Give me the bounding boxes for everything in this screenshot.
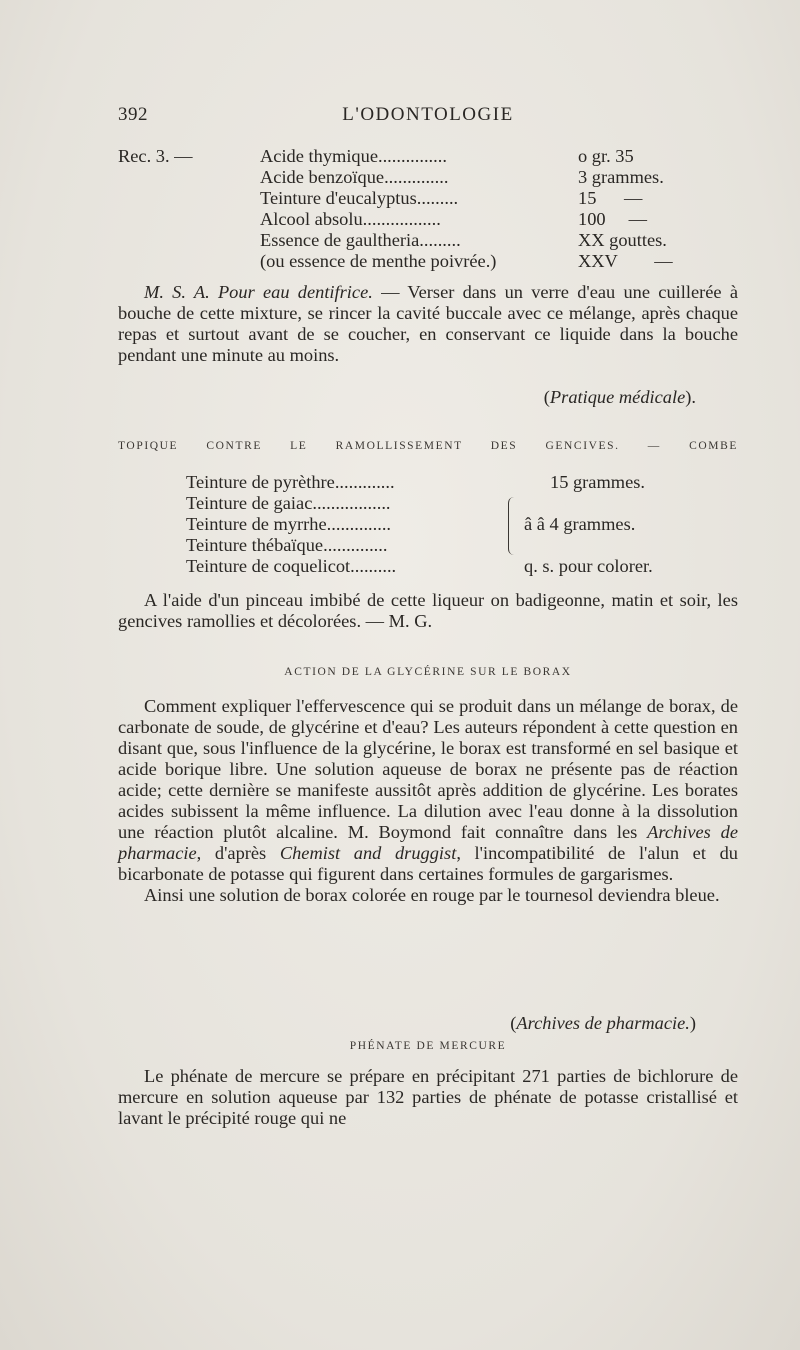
phenate-text: Le phénate de mercure se prépare en précipitant 271 parties de bichlorure de mercure en solution aqueuse par 132 parties de phénate de potasse cristallisé et lavant le précipité rouge qui ne (118, 1066, 738, 1128)
glycerine-text-b: , d'après (196, 843, 280, 863)
recipe-label: Rec. 3. — (118, 146, 193, 166)
quantity: 15 — (578, 188, 643, 208)
ingredient: Teinture de coquelicot.......... (186, 556, 397, 576)
quantity: â â 4 grammes. (524, 514, 636, 534)
msa-paragraph (118, 282, 738, 366)
recipe-3 (118, 146, 738, 272)
glycerine-source: (Archives de pharmacie.) (510, 1013, 696, 1033)
glycerine-text-a: Comment expliquer l'effervescence qui se produit dans un mélange de borax, de carbonate de soude, de glycérine et d'eau? Les auteurs répondent à cette question en disant que, sous l'influence de la glycérine, le borax est transformé en sel basique et acide borique libre. Une solution aqueuse de borax ne présente pas de réaction acide; cette dernière se manifeste aussitôt après addition de glycérine. Les borates acides subissent la même influence. La dilution avec l'eau donne à la dissolution une réaction plutôt alcaline. M. Boymond fait connaître dans les (118, 696, 738, 842)
brace (508, 497, 517, 555)
ingredient: Acide benzoïque.............. (260, 167, 449, 187)
running-head (118, 104, 738, 128)
recipe-row (186, 514, 706, 535)
recipe-row (186, 535, 706, 556)
ingredient: Teinture thébaïque.............. (186, 535, 388, 555)
glycerine-text-c: , l'incompatibilité de l'alun et du bicarbonate de potasse qui figurent dans certaines formules de gargarismes. (118, 843, 738, 884)
section-title-phenate: PHÉNATE DE MERCURE (349, 1040, 507, 1052)
running-title: L'ODONTOLOGIE (342, 104, 514, 125)
ingredient: Teinture d'eucalyptus......... (260, 188, 459, 208)
ingredient: Teinture de myrrhe.............. (186, 514, 392, 534)
glycerine-source-text: Archives de pharmacie. (516, 1013, 690, 1033)
ingredient: Teinture de gaiac................. (186, 493, 391, 513)
topique-paragraph (118, 590, 738, 632)
recipe-row (118, 230, 738, 251)
glycerine-paragraph (118, 696, 738, 906)
recipe-row (118, 167, 738, 188)
msa-text: — Verser dans un verre d'eau une cuillerée à bouche de cette mixture, se rincer la cavité buccale avec ce mélange, après chaque repas et surtout avant de se coucher, en conservant ce liquide dans la bouche pendant une minute au moins. (118, 282, 738, 365)
ingredient: (ou essence de menthe poivrée.) (260, 251, 497, 271)
msa-source-text: Pratique médicale (549, 387, 686, 407)
quantity: 15 grammes. (550, 472, 645, 492)
quantity: 100 — (578, 209, 647, 229)
recipe-row (186, 472, 706, 493)
section-title-topique: TOPIQUE CONTRE LE RAMOLLISSEMENT DES GENCIVES. — COMBE (118, 440, 738, 452)
quantity: q. s. pour colorer. (524, 556, 653, 576)
recipe-row (118, 146, 738, 167)
recipe-row (118, 188, 738, 209)
page-number: 392 (118, 104, 148, 125)
ingredient: Teinture de pyrèthre............. (186, 472, 395, 492)
recipe-row (118, 251, 738, 272)
ingredient: Acide thymique............... (260, 146, 447, 166)
recipe-row (186, 556, 706, 577)
glycerine-text-2: Ainsi une solution de borax colorée en rouge par le tournesol deviendra bleue. (144, 885, 720, 905)
recipe-row (186, 493, 706, 514)
quantity: 3 grammes. (578, 167, 664, 187)
glycerine-ital-1: Archives de pharmacie (118, 822, 739, 863)
recipe-row (118, 209, 738, 230)
glycerine-ital-2: Chemist and druggist (279, 843, 457, 863)
msa-source: (Pratique médicale). (543, 387, 696, 407)
msa-lead: M. S. A. Pour eau dentifrice. (144, 282, 373, 302)
ingredient: Alcool absolu................. (260, 209, 441, 229)
phenate-paragraph (118, 1066, 738, 1129)
quantity: XXV — (578, 251, 673, 271)
ingredient: Essence de gaultheria......... (260, 230, 461, 250)
topique-text: A l'aide d'un pinceau imbibé de cette liqueur on badigeonne, matin et soir, les gencives ramollies et décolorées. — M. G. (118, 590, 738, 631)
recipe-topique (186, 472, 706, 577)
section-title-glycerine: ACTION DE LA GLYCÉRINE SUR LE BORAX (284, 666, 572, 678)
quantity: o gr. 35 (578, 146, 634, 166)
quantity: XX gouttes. (578, 230, 667, 250)
